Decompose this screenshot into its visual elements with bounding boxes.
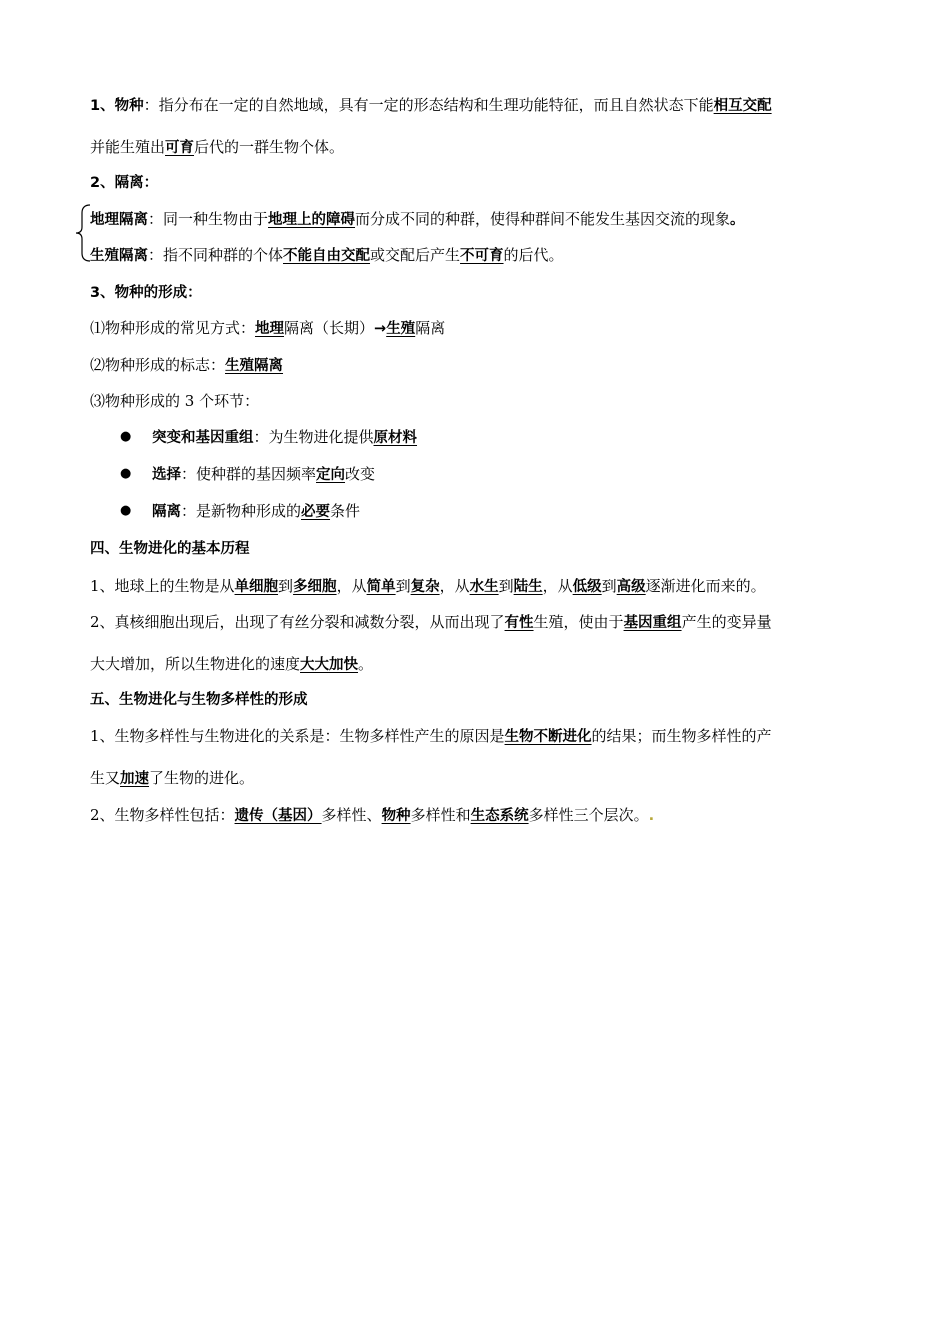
s4-l1-t2: 到 <box>278 577 294 595</box>
keyword-reproductive-isolation: 生殖隔离 <box>225 358 284 374</box>
s4-l1-t9: 逐渐进化而来的。 <box>645 577 766 595</box>
s4-l1-t6: 到 <box>498 577 514 595</box>
speciation-colon: ： <box>187 285 202 301</box>
s4-l1-t8: 到 <box>601 577 617 595</box>
keyword-continuous-evolution: 生物不断进化 <box>504 729 592 745</box>
evolution-course-line-2 <box>90 612 772 633</box>
isolation-heading <box>90 172 158 193</box>
s4-l2-t2: 生殖，使由于 <box>533 613 624 631</box>
s5-l1-t3: 生又 <box>90 769 121 787</box>
s4-l2-t5: 。 <box>358 655 374 673</box>
geographic-isolation-line <box>90 209 745 230</box>
keyword-species: 物种 <box>381 808 411 824</box>
geo-end: 。 <box>730 212 745 228</box>
p1-text-1: ⑴物种形成的常见方式： <box>90 319 256 337</box>
s4-l2-t1: 2、真核细胞出现后，出现了有丝分裂和减数分裂，从而出现了 <box>90 613 505 631</box>
s5-l1-t2: 的结果；而生物多样性的产 <box>591 727 772 745</box>
keyword-ecosystem: 生态系统 <box>470 808 529 824</box>
b2-text-2: 改变 <box>345 465 376 483</box>
keyword-multicellular: 多细胞 <box>293 579 337 595</box>
species-text-2: 并能生殖出 <box>90 138 166 156</box>
species-text: ：指分布在一定的自然地域，具有一定的形态结构和生理功能特征，而且自然状态下能 <box>143 96 714 114</box>
keyword-fertile: 可育 <box>165 140 195 156</box>
bullet-icon: ● <box>120 466 132 481</box>
evolution-course-line-3 <box>90 654 373 675</box>
bullet-icon: ● <box>120 503 132 518</box>
keyword-reproductive: 生殖 <box>386 321 416 337</box>
geo-text-1: ：同一种生物由于 <box>148 210 269 228</box>
s5-l2-t3: 多样性和 <box>410 806 471 824</box>
p2-text-1: ⑵物种形成的标志： <box>90 356 226 374</box>
s4-l1-t5: ，从 <box>439 577 470 595</box>
keyword-mating: 相互交配 <box>713 98 772 114</box>
trailing-dot: . <box>648 808 655 824</box>
b1-text-1: ：为生物进化提供 <box>253 428 374 446</box>
keyword-geographic-barrier: 地理上的障碍 <box>268 212 356 228</box>
p1-text-3: 隔离 <box>415 319 446 337</box>
geographic-isolation-label: 地理隔离 <box>90 212 148 228</box>
keyword-terrestrial: 陆生 <box>513 579 543 595</box>
s4-l2-t4: 大大增加，所以生物进化的速度 <box>90 655 301 673</box>
s4-l1-t7: ，从 <box>542 577 573 595</box>
keyword-unicellular: 单细胞 <box>234 579 279 595</box>
keyword-accelerate: 大大加快 <box>300 657 359 673</box>
section-4-title: 四、生物进化的基本历程 <box>90 541 250 557</box>
section-5-title: 五、生物进化与生物多样性的形成 <box>90 692 308 708</box>
p3-text-1: ⑶物种形成的 3 个环节： <box>90 392 260 410</box>
bullet-icon: ● <box>120 429 132 444</box>
s4-l1-t3: ，从 <box>336 577 367 595</box>
bullet-item-isolation <box>152 501 360 522</box>
reproductive-isolation-line <box>90 245 564 266</box>
keyword-infertile: 不可育 <box>460 248 504 264</box>
keyword-complex: 复杂 <box>410 579 440 595</box>
keyword-simple: 简单 <box>366 579 396 595</box>
s5-l1-t4: 了生物的进化。 <box>149 769 255 787</box>
speciation-point-2 <box>90 355 283 376</box>
species-definition-line-2 <box>90 137 344 158</box>
b2-text-1: ：使种群的基因频率 <box>181 465 317 483</box>
species-definition-line-1 <box>90 95 772 116</box>
keyword-high: 高级 <box>616 579 646 595</box>
keyword-speed-up: 加速 <box>120 771 150 787</box>
rep-text-1: ：指不同种群的个体 <box>148 246 284 264</box>
evolution-course-line-1 <box>90 576 766 597</box>
species-label: 1、物种 <box>90 98 144 114</box>
arrow-icon: → <box>374 321 387 337</box>
keyword-geographic: 地理 <box>255 321 285 337</box>
isolation-colon: ： <box>143 175 159 191</box>
p1-text-2: 隔离（长期） <box>284 319 375 337</box>
geo-text-2: 而分成不同的种群，使得种群间不能发生基因交流的现象 <box>355 210 731 228</box>
reproductive-isolation-label: 生殖隔离 <box>90 248 148 264</box>
keyword-recombination: 基因重组 <box>623 615 682 631</box>
isolation-label: 2、隔离 <box>90 175 144 191</box>
diversity-line-1 <box>90 726 772 747</box>
mutation-label: 突变和基因重组 <box>152 430 254 446</box>
bullet-item-mutation <box>152 427 417 448</box>
rep-text-3: 的后代。 <box>503 246 564 264</box>
keyword-no-free-mating: 不能自由交配 <box>283 248 371 264</box>
rep-text-2: 或交配后产生 <box>370 246 461 264</box>
selection-label: 选择 <box>152 467 181 483</box>
s5-l2-t4: 多样性三个层次。 <box>528 806 649 824</box>
speciation-point-1 <box>90 318 445 339</box>
species-text-3: 后代的一群生物个体。 <box>194 138 345 156</box>
keyword-necessary: 必要 <box>301 504 331 520</box>
s4-l1-t1: 1、地球上的生物是从 <box>90 577 235 595</box>
speciation-label: 3、物种的形成 <box>90 285 188 301</box>
speciation-point-3 <box>90 391 259 411</box>
keyword-low: 低级 <box>572 579 602 595</box>
keyword-raw-material: 原材料 <box>373 430 418 446</box>
s5-l2-t1: 2、生物多样性包括： <box>90 806 235 824</box>
bullet-item-selection <box>152 464 375 485</box>
s4-l2-t3: 产生的变异量 <box>681 613 772 631</box>
keyword-directional: 定向 <box>316 467 346 483</box>
keyword-genetic: 遗传（基因） <box>234 808 322 824</box>
diversity-line-3 <box>90 805 654 826</box>
s5-l2-t2: 多样性、 <box>321 806 382 824</box>
diversity-line-2 <box>90 768 254 789</box>
s4-l1-t4: 到 <box>395 577 411 595</box>
s5-l1-t1: 1、生物多样性与生物进化的关系是：生物多样性产生的原因是 <box>90 727 505 745</box>
keyword-aquatic: 水生 <box>469 579 499 595</box>
keyword-sexual: 有性 <box>504 615 534 631</box>
b3-text-1: ：是新物种形成的 <box>181 502 302 520</box>
b3-text-2: 条件 <box>330 502 361 520</box>
isolation-item-label: 隔离 <box>152 504 181 520</box>
speciation-heading <box>90 282 202 303</box>
